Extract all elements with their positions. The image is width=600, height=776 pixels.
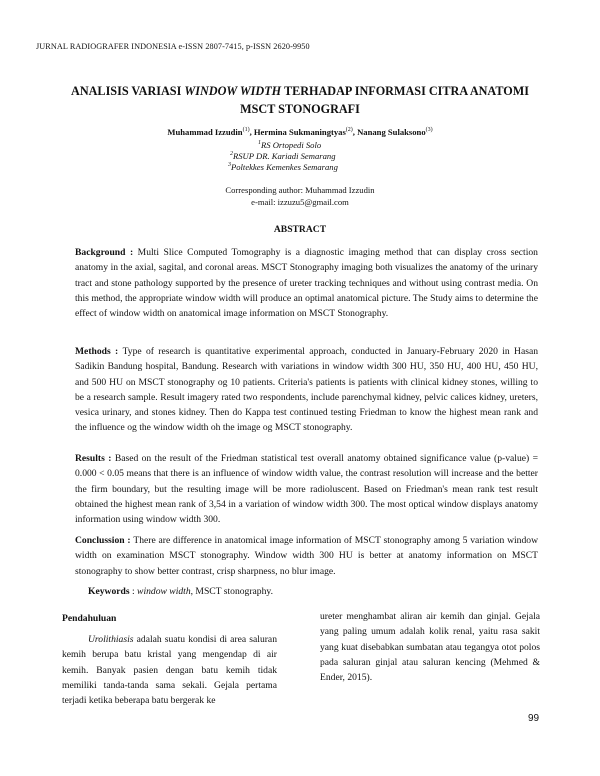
keywords — [88, 586, 273, 597]
journal-header: JURNAL RADIOGRAFER INDONESIA e-ISSN 2807-7415, p-ISSN 2620-9950 — [36, 42, 310, 51]
abstract-background — [75, 245, 538, 321]
author-2-sup: (2) — [345, 127, 353, 134]
abstract-conclusion — [75, 533, 538, 579]
keywords-sep: : — [129, 586, 138, 597]
title-line1-pre: ANALISIS VARIASI — [71, 84, 185, 98]
author-sep: , — [352, 127, 358, 137]
affiliation-1-sup: 1 — [258, 140, 261, 147]
affiliation-2 — [230, 151, 470, 161]
intro-italic-term: Urolithiasis — [88, 634, 134, 645]
paper-title — [40, 82, 560, 118]
affiliation-2-text: RSUP DR. Kariadi Semarang — [233, 151, 336, 161]
background-label: Background : — [75, 247, 138, 258]
author-1: Muhammad Izzudin — [167, 127, 243, 137]
affiliation-1-text: RS Ortopedi Solo — [261, 140, 322, 150]
abstract-heading: ABSTRACT — [273, 224, 327, 235]
methods-text: Type of research is quantitative experimental approach, conducted in January-February 2020 in Hasan Sadikin Bandung hospital, Bandung. Research with variations in window width 300 HU, 350 HU, 400 HU, 450 HU, and 500 HU on MSCT stonography og 10 patients. Criteria's patients is patients with clinical kidney stones, willing to be a research sample. Result imagery rated two respondents, include parenchymal kidney, pelvic calices kidney, ureters, vesica urinary, and stones kidney. Then do Kappa test continued testing Friedman to know the highest mean rank and the influence og the window width oh the image og MSCT stonography. — [75, 346, 539, 434]
affiliation-3 — [228, 162, 468, 172]
results-label: Results : — [75, 453, 115, 464]
abstract-results — [75, 451, 538, 527]
methods-label: Methods : — [75, 346, 123, 357]
section-heading-pendahuluan: Pendahuluan — [62, 613, 117, 624]
corresponding-email: e-mail: izzuzu5@gmail.com — [251, 197, 349, 207]
author-2: Hermina Sukmaningtyas — [253, 127, 346, 137]
author-list — [30, 127, 570, 137]
abstract-methods — [75, 344, 538, 436]
results-text: Based on the result of the Friedman statistical test overall anatomy obtained significance value (p-value) = 0.000 < 0.05 means that there is an influence of window width value, the contrast resolution will increase and the better the firm boundary, but the resulting image will be more radioluscent. Based on Friedman's mean rank test result obtained the highest mean rank of 3,54 in a variation of window width 300. The most optical window displays anatomy information using window width 300. — [75, 453, 539, 526]
keywords-label: Keywords — [88, 586, 130, 597]
conclusion-text: There are difference in anatomical image information of MSCT stonography among 5 variation window width on examination MSCT stonography. Window width 300 HU is better at anatomy information on MSCT stonography to show better contrast, crisp sharpness, no blur image. — [75, 535, 539, 577]
title-line2: MSCT STONOGRAFI — [240, 102, 360, 116]
corresponding-author: Corresponding author: Muhammad Izzudin — [225, 185, 375, 195]
page-number: 99 — [528, 713, 540, 724]
title-line1-italic: WINDOW WIDTH — [184, 84, 282, 98]
keywords-rest: , MSCT stonography. — [190, 586, 273, 597]
conclusion-label: Conclussion : — [75, 535, 134, 546]
intro-left-text: adalah suatu kondisi di area saluran kemih berupa batu kristal yang mengendap di air kemih. Banyak pasien dengan batu kemih tidak memiliki tanda-tanda sama sekali. Gejala pertama terjadi ketika beberapa batu bergerak ke — [62, 634, 277, 707]
affiliation-2-sup: 2 — [230, 151, 233, 158]
affiliation-1 — [258, 140, 498, 150]
author-1-sup: (1) — [242, 127, 250, 134]
affiliation-3-sup: 3 — [228, 162, 231, 169]
author-sep: , — [249, 127, 254, 137]
intro-left-column — [62, 632, 277, 708]
background-text: Multi Slice Computed Tomography is a diagnostic imaging method that can display cross section anatomy in the axial, sagital, and coronal areas. MSCT Stonography imaging both visualizes the anatomy of the urinary tract and stone pathology supported by the presence of ureter tracking techniques and without using contrast media. On this method, the appropriate window width will produce an optimal anatomical picture. The Study aims to determine the effect of window width on anatomical image information on MSCT Stonography. — [75, 247, 538, 320]
affiliation-3-text: Poltekkes Kemenkes Semarang — [231, 162, 338, 172]
author-3-sup: (3) — [425, 127, 433, 134]
keywords-italic: window width — [137, 586, 191, 597]
author-3: Nanang Sulaksono — [357, 127, 426, 137]
intro-right-column: ureter menghambat aliran air kemih dan ginjal. Gejala yang paling umum adalah kolik renal, yaitu rasa sakit yang kuat disebabkan sumbatan atau tegangya otot polos pada saluran ginjal atau saluran kencing (Mehmed & Ender, 2015). — [320, 611, 540, 684]
title-line1-post: TERHADAP INFORMASI CITRA ANATOMI — [281, 84, 529, 98]
